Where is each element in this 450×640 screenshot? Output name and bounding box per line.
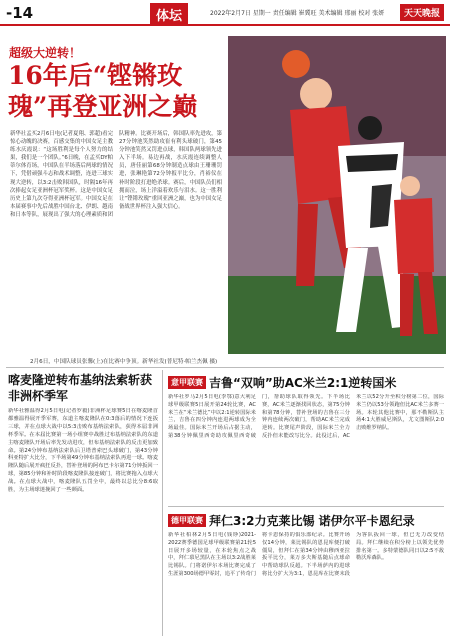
cameroon-story-title: 喀麦隆逆转布基纳法索斩获非洲杯季军	[8, 373, 153, 403]
photo-caption: 2月6日，中国队球员张馨(上)在比赛中争顶。新华社发(普尼特·帕兰杰佩 摄)	[30, 359, 218, 365]
cameroon-story-text: 新华社雅温得2月5日电(记者罗毅)非洲杯足球赛5日在喀麦隆首都雅温得展开季军赛，东道主喀麦隆队在0:3落后的情况下连扳三球，并在点球大战中以5:3击败布基纳法索队，获得本届非洲杯季军。在本届比赛第一场小组赛中战胜过布基纳法索队的东道主喀麦隆队开场后率先发动进攻，但布基纳法索队的反击更加致命。第24分钟布基纳法索队后卫塔普索巴头球破门，第43分钟科亚特扩大比分，下半场第49分钟布基纳法索队再进一球。喀麦隆队随后展开疯狂反扑，替补登场的阿布巴卡尔第71分钟扳回一球，第85分钟和补时阶段喀麦隆队接连破门，将比赛拖入点球大战。在点球大战中，喀麦隆队五罚全中，最终以总比分8:6取胜，为主场球迷挽回了一些颜面。	[8, 408, 158, 494]
milan-story-title	[168, 374, 396, 391]
bundesliga-story-body	[168, 532, 444, 636]
lead-body	[10, 130, 222, 348]
date-line: 2022年2月7日 星期一 责任编辑 崔冀旺 美术编辑 邢丽 校对 张妍	[210, 10, 385, 17]
match-photo	[228, 36, 446, 354]
milan-story-headline: 吉鲁“双响”助AC米兰2:1逆转国米	[209, 376, 397, 390]
section-divider	[6, 367, 444, 368]
masthead	[0, 0, 450, 26]
newspaper-logo: 天天晚报	[400, 4, 444, 21]
milan-story-body	[168, 394, 444, 502]
lead-headline: 16年后“铿锵玫瑰”再登亚洲之巅	[8, 61, 198, 121]
story-divider	[168, 506, 444, 507]
bundesliga-story-headline: 拜仁3:2力克莱比锡 诺伊尔平卡恩纪录	[209, 514, 415, 528]
lead-body-text: 新华社孟买2月6日电(记者夏翔、郭超)看完惊心动魄的决赛，百感交集的中国女足主教练水庆霞说：“这场胜利是每个人努力的结果，我们是一个团队。”6日晚，在孟买DY帕蒂尔体育场，中国队在半场落后两球的情况下，凭借顽强斗志和战术调整，连进三球实现大逆转，以3:2击败韩国队，时隔16年再次捧起女足亚洲杯冠军奖杯。这是中国女足历史上第九次夺得亚洲杯冠军。中国女足在本届赛事中先后战胜中国台北、伊朗、越南和日本等队，展现出了强大的心理素质和团队精神。比赛开场后，韩国队率先进攻，第27分钟池笑然助攻崔有利头球破门，第45分钟池笑然又罚进点球，韩国队两球领先进入下半场。易边再战，水庆霞连续调整人员，唐佳丽第68分钟制造点球由王珊珊罚进，张琳艳第72分钟扳平比分，肖裕仪在补时阶段打进绝杀球。赛后，中国队员们相拥而泣，场上洋溢着欢乐与泪水。这一胜利让“铿锵玫瑰”重回亚洲之巅，也为中国女足备战世界杯注入强大信心。	[10, 131, 222, 218]
bundesliga-story-tag: 德甲联赛	[168, 514, 206, 527]
milan-story-text: 新华社罗马2月5日电(李鄂)意大利足球甲级联赛5日展开第24轮比赛，AC米兰在“米兰德比”中以2:1逆转国际米兰，吉鲁在四分钟内连进两球成为全场最佳。国际米兰开场后占据主动，第38分钟佩里西奇助攻佩里西奇破门，帮助球队取得领先。下半场比赛，AC米兰逐渐找回状态，第75分钟和第78分钟，替补登场的吉鲁在三分钟内连续两次破门，帮助AC米兰完成逆转。比赛尾声阶段，国际米兰全力反扑但未能改写比分。此役过后，AC米兰以52分升至积分榜第二位，国际米兰仍以53分领跑但比AC米兰多赛一场。本轮其他比赛中，那不勒斯队主场4:1大胜威尼斯队，尤文图斯队2:0击败维罗纳队。	[168, 394, 444, 439]
page-number: -14	[6, 4, 34, 22]
column-divider	[162, 370, 163, 636]
bundesliga-story-text: 新华社柏林2月5日电(钱铮)2021-2022赛季德国足球甲级联赛第21轮5日展开多场较量，在本轮焦点之战中，拜仁慕尼黑队在主场以3:2战胜莱比锡队。门将诺伊尔本场比赛完成了生涯第300场德甲零封，追平了传奇门将卡恩保持的俱乐部纪录。比赛开场仅14分钟，莱比锡队的恩昆库便打破僵局，但拜仁在第34分钟由穆西亚拉扳平比分，莱万多夫斯基随后点球命中帮助球队反超。下半场萨内的进球将比分扩大为3:1，恩昆库在比赛末段为客队扳回一球，但已无力改变结局。拜仁继续在积分榜上以领先优势排名第一。多特蒙德队同日以2:5不敌勒沃库森队。	[168, 532, 444, 577]
cameroon-story-body	[8, 408, 158, 636]
section-badge: 体坛	[150, 3, 188, 26]
milan-story-tag: 意甲联赛	[168, 376, 206, 389]
soccer-players-illustration	[228, 36, 446, 354]
lead-kicker: 超级大逆转！	[9, 46, 82, 60]
bundesliga-story-title	[168, 512, 415, 529]
